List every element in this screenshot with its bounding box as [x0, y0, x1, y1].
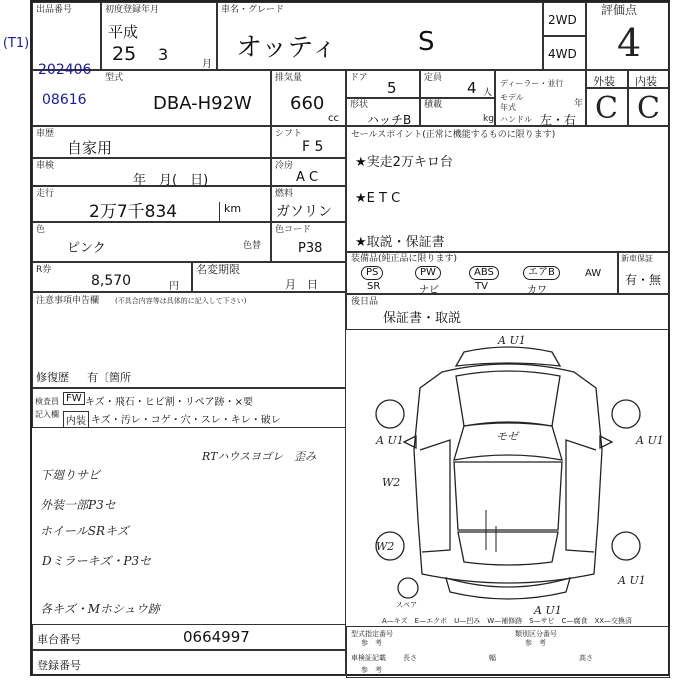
equip-pw: PW [415, 266, 441, 280]
recycle-label: R券 [36, 265, 52, 275]
interior-grade-cell [628, 88, 670, 126]
handle-label: ハンドル [500, 115, 532, 124]
color-code-value: P38 [298, 241, 323, 256]
inspector-row-1: キズ・飛石・ヒビ割・リペア跡・×要 [85, 397, 253, 408]
model-year-label: モデル年式 [500, 93, 524, 112]
name-period-value: 月 日 [285, 278, 318, 291]
load-cell [420, 98, 495, 126]
lot-number-seq: 08616 [42, 92, 87, 108]
chassis-cell [32, 624, 346, 650]
repair-label: 修復歴 [36, 371, 69, 384]
warranty-label: 新車保証 [621, 254, 653, 263]
lot-number-date: 202406 [38, 62, 92, 78]
reg-month-unit: 月 [202, 59, 212, 70]
displacement-value: 660 [290, 93, 325, 114]
inspection-label: 車検 [36, 161, 55, 171]
fuel-cell [271, 186, 346, 222]
4wd-label: 4WD [548, 47, 577, 61]
notes-cell [32, 292, 346, 388]
repair-value: 有〔箇所 [87, 371, 131, 384]
note-5: 各キズ・Mホシュウ跡 [40, 602, 160, 616]
recycle-value: 8,570 [91, 273, 132, 289]
attachments-label: 後日品 [351, 297, 379, 307]
mark-au1-front: A U1 [498, 334, 526, 347]
interior-label: 内装 [635, 75, 657, 88]
shift-value: F 5 [302, 139, 324, 155]
color-code-cell [271, 222, 346, 262]
note-4: Dミラーキズ・P3セ [42, 554, 152, 568]
registration-cell [32, 650, 346, 676]
handwritten-notes [32, 428, 346, 624]
inspection-value: 年 月( 日) [133, 173, 209, 188]
spec-cell [346, 626, 670, 678]
interior-label-cell [628, 70, 670, 88]
damage-legend: A—キズ E—エクボ U—凹み W—補修跡 S—サビ C—腐食 XX—交換済 [382, 617, 633, 625]
type-no-label: 型式指定番号 [351, 630, 393, 638]
cooling-label: 冷房 [275, 161, 294, 171]
note-1: 下廻りサビ [40, 468, 101, 482]
color-label: 色 [36, 225, 46, 235]
inspector-label-2: 記入欄 [35, 410, 59, 419]
shift-label: シフト [275, 129, 303, 139]
grade-score: 4 [617, 21, 642, 65]
inspector-header-note: RTハウスヨゴレ 歪み [202, 450, 317, 463]
chassis-label: 車台番号 [37, 633, 81, 646]
reg-year-value: 25 [112, 43, 137, 65]
equip-abs: ABS [469, 266, 499, 280]
chassis-value: 0664997 [183, 628, 250, 646]
usage-label: 車歴 [36, 129, 55, 139]
notes-sub: (不具合内容等は具体的に記入して下さい) [115, 297, 247, 305]
grade-score-label: 評価点 [601, 3, 638, 17]
model-grade: S [418, 27, 435, 57]
mark-au1-rear-right: A U1 [618, 574, 646, 587]
lot-line-1: (T1) [2, 36, 30, 51]
mark-w2-lower: W2 [376, 540, 395, 553]
model-year-unit: 年 [574, 99, 584, 109]
exterior-label: 外装 [593, 75, 615, 88]
attachments-cell [346, 294, 670, 330]
doc-label: 車検証記載 [351, 654, 386, 662]
width-label: 幅 [489, 654, 496, 662]
recycle-cell [32, 262, 192, 292]
sale-points-label: セールスポイント(正常に機能するものに限ります) [351, 130, 556, 140]
reg-month-value: 3 [158, 45, 169, 64]
displacement-unit: cc [328, 113, 339, 124]
reg-year-label: 初度登録年月 [105, 5, 160, 15]
inspector-fw: FW [63, 392, 85, 405]
reg-year-cell [101, 2, 217, 70]
cooling-cell [271, 158, 346, 186]
cooling-value: A C [296, 170, 319, 185]
mark-hood: モゼ [496, 430, 518, 443]
usage-value: 自家用 [67, 139, 113, 157]
doors-label: ドア [350, 73, 368, 83]
mileage-label: 走行 [36, 189, 55, 199]
ref-2: 参 考 [525, 639, 546, 647]
mark-au1-left: A U1 [376, 434, 404, 447]
spare-label: スペア [396, 601, 417, 609]
mark-au1-right: A U1 [636, 434, 664, 447]
equip-sr: SR [367, 281, 381, 292]
doors-value: 5 [387, 79, 397, 97]
doors-cell [346, 70, 420, 98]
fuel-label: 燃料 [275, 189, 294, 199]
model-label: 車名・グレード [221, 5, 285, 15]
exterior-label-cell [586, 70, 628, 88]
mark-w2-upper: W2 [382, 476, 401, 489]
mileage-cell [32, 186, 271, 222]
handle-value: 左・右 [540, 113, 577, 127]
model-cell [217, 2, 543, 70]
sale-point-1: ★実走2万キロ台 [355, 155, 453, 170]
shape-value: ハッチB [367, 113, 412, 127]
shape-cell [346, 98, 420, 126]
interior-grade: C [637, 91, 660, 126]
lot-label: 出品番号 [36, 5, 73, 15]
dealer-label: ディーラー・並行 [500, 79, 564, 88]
shape-label: 形状 [350, 100, 369, 110]
warranty-cell [618, 252, 670, 294]
ref-1: 参 考 [361, 639, 382, 647]
category-label: 類別区分番号 [515, 630, 557, 638]
car-diagram [346, 330, 670, 616]
color-value: ピンク [67, 241, 106, 256]
sale-point-3: ★取説・保証書 [355, 235, 445, 250]
warranty-value: 有・無 [625, 273, 662, 287]
equip-airbag: エアB [523, 266, 560, 280]
load-label: 積載 [424, 100, 443, 110]
length-label: 長さ [403, 654, 417, 662]
mileage-value: 2万7千834 [89, 202, 178, 222]
capacity-unit: 人 [483, 88, 493, 98]
model-name: オッティ [236, 33, 338, 63]
dealer-cell [495, 70, 586, 126]
name-period-label: 名変期限 [196, 263, 240, 276]
shift-cell [271, 126, 346, 158]
2wd-label: 2WD [548, 13, 577, 27]
displacement-label: 排気量 [275, 73, 303, 83]
name-period-cell [192, 262, 346, 292]
equip-navi: ナビ [419, 285, 439, 296]
inspection-cell [32, 158, 271, 186]
mileage-unit: km [219, 202, 241, 222]
color-code-label: 色コード [275, 225, 312, 235]
notes-label: 注意事項申告欄 [36, 296, 100, 306]
type-label: 型式 [105, 73, 124, 83]
capacity-label: 定員 [424, 73, 443, 83]
color-cell [32, 222, 271, 262]
equipment-label: 装備品(純正品に限ります) [351, 254, 458, 264]
equip-tv: TV [475, 281, 488, 292]
grade-score-cell [586, 2, 670, 70]
equip-leather: カワ [527, 285, 547, 296]
equip-aw: AW [585, 268, 602, 279]
load-unit: kg [483, 114, 494, 124]
inspector-cell [32, 388, 346, 428]
equip-ps: PS [361, 266, 383, 280]
note-3: ホイールSRキズ [40, 524, 129, 538]
equipment-cell [346, 252, 618, 294]
capacity-value: 4 [467, 79, 477, 97]
usage-cell [32, 126, 271, 158]
note-2: 外装一部P3セ [40, 498, 116, 512]
fuel-value: ガソリン [276, 204, 332, 220]
color-change-label: 色替 [243, 241, 262, 251]
type-value: DBA-H92W [153, 93, 252, 114]
height-label: 高さ [579, 654, 593, 662]
registration-label: 登録番号 [37, 659, 81, 672]
auction-sheet [30, 0, 670, 676]
inspector-row-2: キズ・汚レ・コゲ・穴・スレ・キレ・破レ [91, 415, 281, 426]
inspector-label-1: 検査員 [35, 397, 59, 406]
ref-3: 参 考 [361, 666, 382, 674]
exterior-grade-cell [586, 88, 628, 126]
exterior-grade: C [595, 91, 618, 126]
2wd-cell [543, 2, 586, 36]
lot-cell [32, 2, 101, 70]
recycle-unit: 円 [169, 281, 179, 292]
reg-era: 平成 [108, 23, 139, 41]
attachments-value: 保証書・取説 [383, 311, 462, 326]
sale-point-2: ★E T C [355, 191, 401, 206]
inspector-interior: 内装 [63, 411, 89, 428]
displacement-cell [271, 70, 346, 126]
4wd-cell [543, 36, 586, 70]
capacity-cell [420, 70, 495, 98]
mark-au1-rear: A U1 [534, 604, 562, 617]
sale-points-cell [346, 126, 670, 252]
